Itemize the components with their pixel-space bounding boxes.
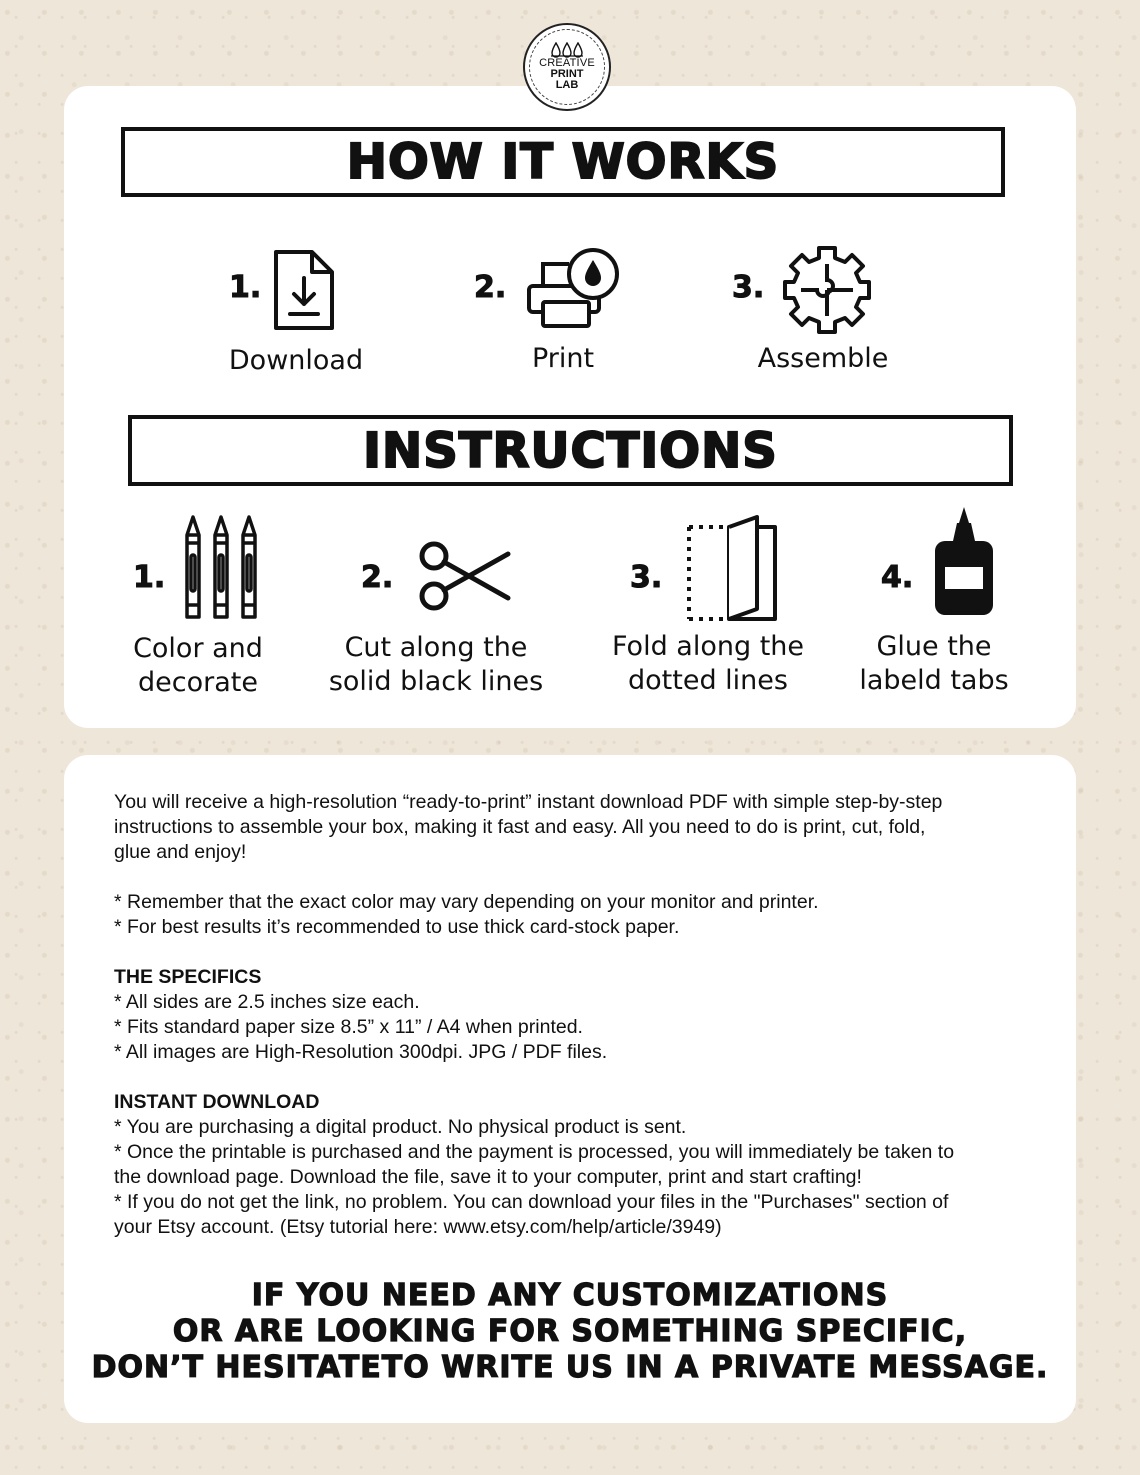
step-label-glue (834, 630, 1034, 698)
logo-line-2: PRINT (550, 67, 584, 80)
step-number: 3. (732, 270, 765, 305)
download-line: your Etsy account. (Etsy tutorial here: www.etsy.com/help/article/3949) (114, 1216, 722, 1238)
step-label-line: Cut along the (344, 632, 528, 663)
step-number: 1. (229, 270, 262, 305)
printer-ink-icon (525, 246, 621, 330)
step-number: 3. (630, 560, 663, 595)
crayons-icon (183, 513, 263, 621)
step-label-line: decorate (138, 667, 258, 698)
intro-line: You will receive a high-resolution “ready-to-print” instant download PDF with simple step-by-step (114, 791, 943, 813)
step-label-fold (593, 630, 823, 698)
download-line: the download page. Download the file, save it to your computer, print and start crafting! (114, 1166, 862, 1188)
logo-line-3: LAB (555, 78, 579, 91)
step-label-line: Color and (133, 633, 263, 664)
specifics-heading: THE SPECIFICS (114, 966, 262, 988)
step-label-cut (321, 631, 551, 699)
logo-line-1: CREATIVE (539, 56, 595, 69)
cta-line: IF YOU NEED ANY CUSTOMIZATIONS (251, 1278, 889, 1313)
how-it-works-heading: HOW IT WORKS (121, 127, 1005, 197)
fold-paper-icon (685, 513, 781, 623)
puzzle-gear-icon (781, 244, 873, 336)
step-number: 4. (881, 560, 914, 595)
instructions-heading: INSTRUCTIONS (128, 415, 1013, 486)
specifics-line: * All sides are 2.5 inches size each. (114, 991, 420, 1013)
download-line: * You are purchasing a digital product. No physical product is sent. (114, 1116, 687, 1138)
download-line: * Once the printable is purchased and the payment is processed, you will immediately be taken to (114, 1141, 955, 1163)
step-label-line: dotted lines (628, 665, 788, 696)
customization-cta (64, 1278, 1076, 1386)
note-line: * Remember that the exact color may vary depending on your monitor and printer. (114, 891, 819, 913)
intro-line: glue and enjoy! (114, 841, 247, 863)
glue-bottle-icon (931, 505, 997, 617)
instant-download-heading: INSTANT DOWNLOAD (114, 1091, 320, 1113)
step-number: 2. (361, 560, 394, 595)
download-line: * If you do not get the link, no problem. You can download your files in the "Purchases" section of (114, 1191, 949, 1213)
creative-print-lab-logo (523, 23, 611, 111)
step-label-assemble: Assemble (757, 343, 889, 374)
intro-line: instructions to assemble your box, making it fast and easy. All you need to do is print, cut, fold, (114, 816, 926, 838)
cta-line: DON’T HESITATETO WRITE US IN A PRIVATE MESSAGE. (91, 1350, 1049, 1385)
step-label-line: Fold along the (611, 631, 805, 662)
step-number: 2. (474, 270, 507, 305)
step-number: 1. (133, 560, 166, 595)
step-label-line: solid black lines (328, 666, 544, 697)
note-line: * For best results it’s recommended to use thick card-stock paper. (114, 916, 680, 938)
specifics-line: * Fits standard paper size 8.5” x 11” / A4 when printed. (114, 1016, 583, 1038)
ink-drops-icon (550, 42, 584, 58)
download-file-icon (272, 248, 336, 332)
scissors-icon (418, 540, 512, 612)
specifics-line: * All images are High-Resolution 300dpi. JPG / PDF files. (114, 1041, 608, 1063)
step-label-line: labeld tabs (859, 665, 1009, 696)
step-label-download: Download (228, 345, 364, 376)
cta-line: OR ARE LOOKING FOR SOMETHING SPECIFIC, (172, 1314, 968, 1349)
step-label-line: Glue the (876, 631, 992, 662)
step-label-color (98, 632, 298, 700)
product-details (114, 790, 1044, 1240)
step-label-print: Print (531, 343, 595, 374)
